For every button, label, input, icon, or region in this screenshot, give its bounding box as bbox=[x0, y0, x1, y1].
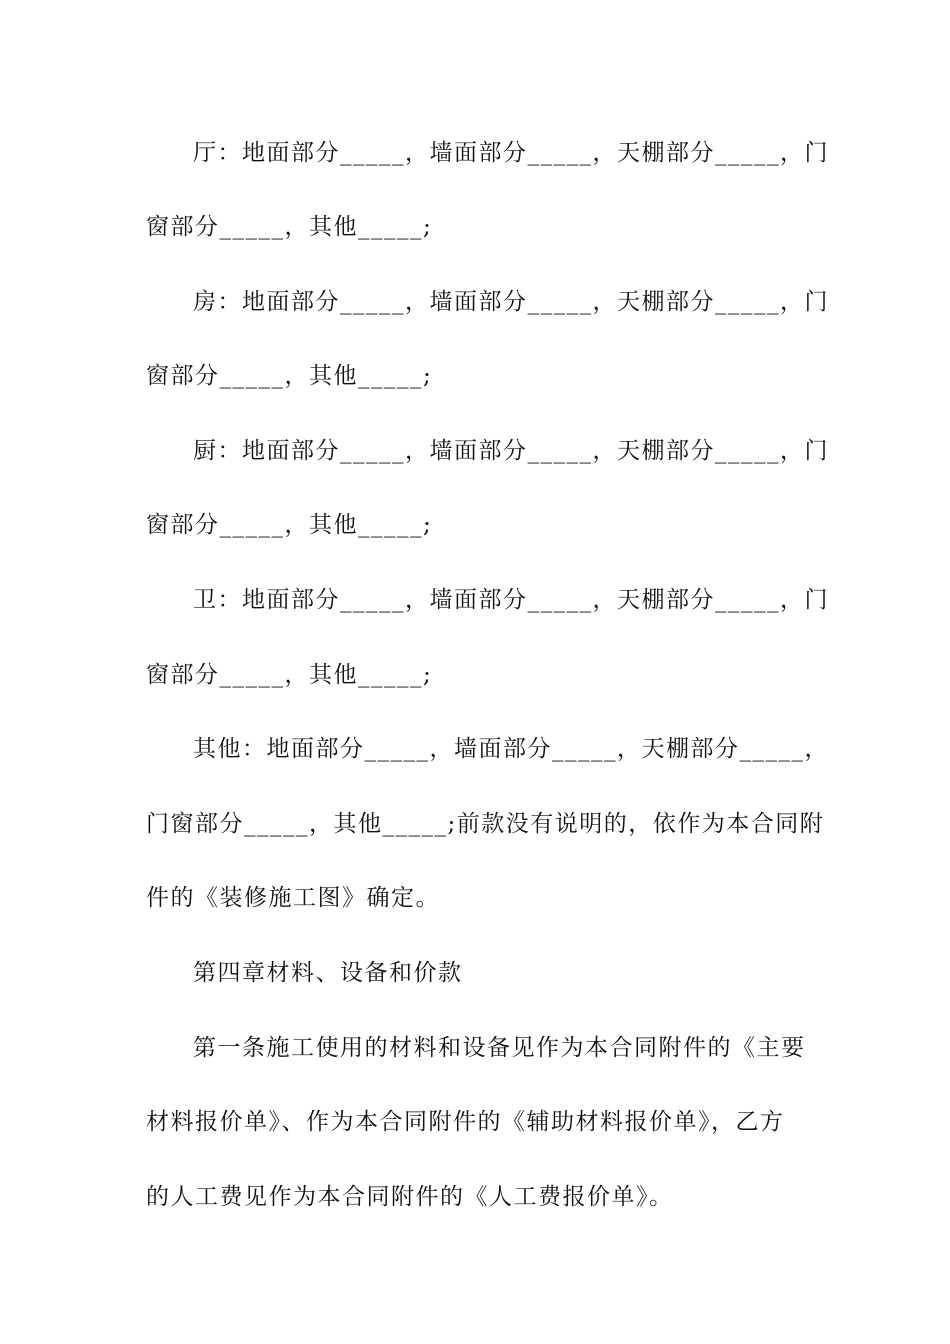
paragraph-other-line-1: 其他：地面部分_____，墙面部分_____，天棚部分_____， bbox=[193, 736, 829, 762]
paragraph-bathroom-line-2: 窗部分_____，其他_____; bbox=[146, 662, 433, 688]
paragraph-kitchen-line-2: 窗部分_____，其他_____; bbox=[146, 512, 433, 538]
paragraph-room-line-1: 房：地面部分_____，墙面部分_____，天棚部分_____，门 bbox=[193, 289, 829, 315]
article-one-line-1: 第一条施工使用的材料和设备见作为本合同附件的《主要 bbox=[193, 1035, 806, 1061]
paragraph-hall-line-1: 厅：地面部分_____，墙面部分_____，天棚部分_____，门 bbox=[193, 140, 829, 166]
paragraph-room-line-2: 窗部分_____，其他_____; bbox=[146, 363, 433, 389]
chapter-heading: 第四章材料、设备和价款 bbox=[193, 960, 463, 986]
paragraph-kitchen-line-1: 厨：地面部分_____，墙面部分_____，天棚部分_____，门 bbox=[193, 438, 829, 464]
paragraph-bathroom-line-1: 卫：地面部分_____，墙面部分_____，天棚部分_____，门 bbox=[193, 587, 829, 613]
paragraph-other-line-2: 门窗部分_____，其他_____;前款没有说明的，依作为本合同附 bbox=[146, 811, 825, 837]
article-one-line-3: 的人工费见作为本合同附件的《人工费报价单》。 bbox=[146, 1184, 674, 1210]
paragraph-hall-line-2: 窗部分_____，其他_____; bbox=[146, 214, 433, 240]
article-one-line-2: 材料报价单》、作为本合同附件的《辅助材料报价单》，乙方 bbox=[146, 1109, 785, 1135]
paragraph-other-line-3: 件的《装修施工图》确定。 bbox=[146, 885, 440, 911]
